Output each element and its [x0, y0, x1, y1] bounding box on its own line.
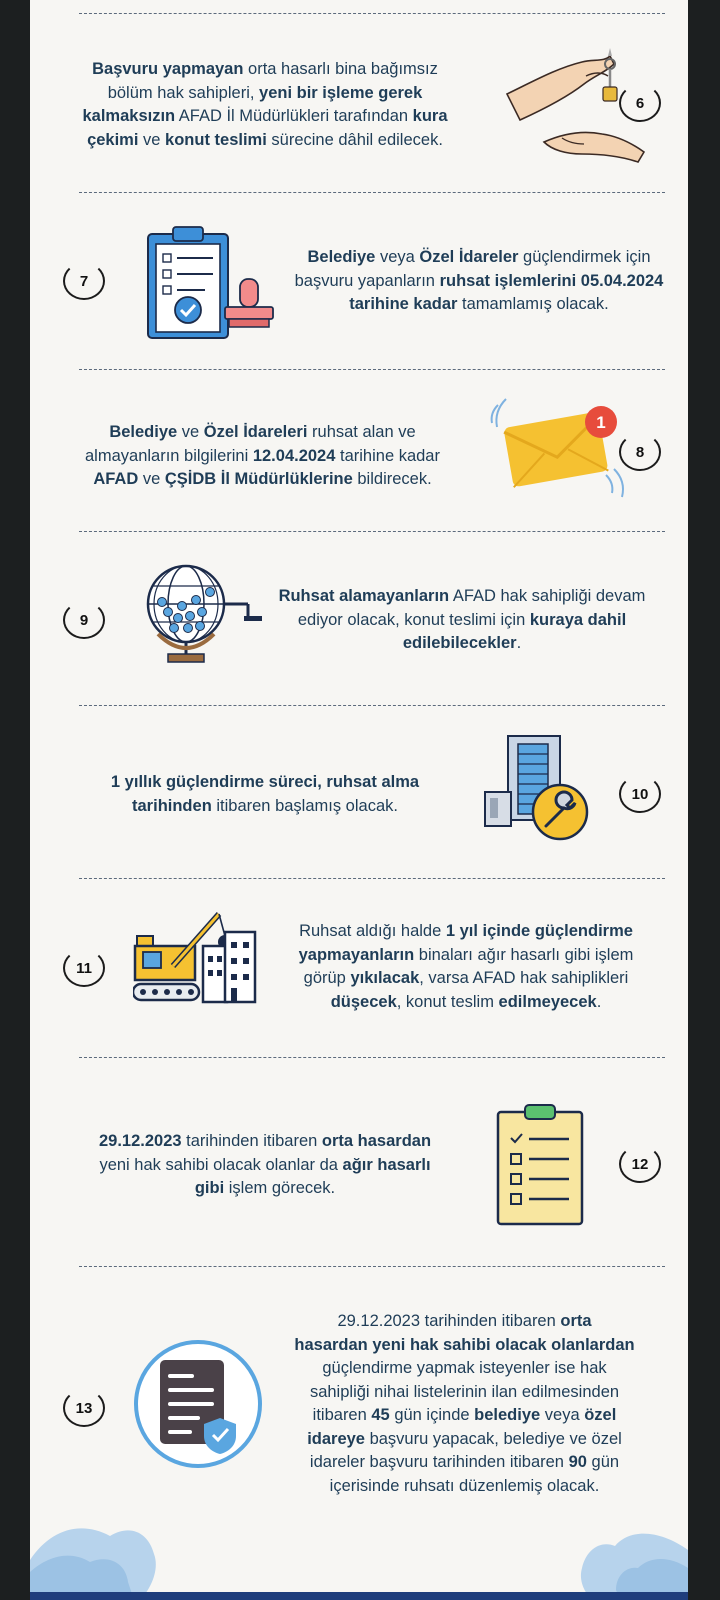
text-segment: edilebilecekler	[402, 634, 517, 652]
notification-badge: 1	[596, 413, 606, 432]
text-segment: başvuru yapacak, belediye ve özel	[364, 1429, 622, 1448]
text-segment: gün içinde	[389, 1406, 475, 1424]
text-segment: Ruhsat aldığı halde	[299, 922, 446, 940]
text-segment: ve	[138, 130, 166, 149]
text-segment: 12.04.2024	[252, 446, 336, 465]
text-segment: 29.12.2023 tarihinden itibaren	[337, 1312, 561, 1330]
divider	[79, 1057, 665, 1058]
text-segment: yıkılacak	[350, 969, 420, 987]
text-segment: AFAD İl Müdürlükleri tarafından	[175, 107, 413, 125]
text-segment: AFAD hak sahipliği devam	[449, 587, 646, 605]
building-wrench-icon	[482, 734, 597, 849]
text-segment: almayanların bilgilerini	[85, 446, 253, 465]
text-segment: 1 yıl içinde güçlendirme	[445, 922, 633, 940]
text-segment: , konut teslim	[396, 992, 499, 1011]
text-segment: .	[596, 992, 602, 1011]
text-segment: ve	[138, 470, 165, 488]
text-segment: orta hasarlı bina bağımsız	[243, 60, 438, 78]
checklist-icon	[495, 1102, 585, 1227]
text-segment: ve	[177, 423, 204, 441]
text-segment: yeni hak sahibi olacak olanlar da	[99, 1155, 343, 1174]
text-segment: 90	[568, 1453, 587, 1471]
demolition-crane-icon	[133, 906, 263, 1026]
text-segment: içerisinde ruhsatı düzenlemiş olacak.	[329, 1476, 600, 1495]
step-number-11: 11	[63, 949, 105, 987]
text-segment: hasardan yeni hak sahibi olacak olanlardan	[294, 1335, 635, 1354]
item-12-text	[70, 1130, 460, 1201]
text-segment: idareye	[307, 1429, 365, 1448]
text-segment: tarihine kadar	[349, 295, 458, 313]
text-segment: gün	[586, 1453, 620, 1471]
text-segment: güçlendirme yapmak isteyenler ise hak	[322, 1359, 607, 1377]
divider	[79, 1266, 665, 1267]
text-segment: gibi	[194, 1179, 225, 1197]
text-segment: binaları ağır hasarlı gibi işlem	[414, 945, 634, 964]
item-10-text	[90, 771, 440, 818]
text-segment: Başvuru yapmayan	[92, 60, 244, 78]
text-segment: çekimi	[87, 130, 139, 149]
step-number-8: 8	[619, 433, 661, 471]
text-segment: özel	[584, 1406, 617, 1424]
divider	[79, 192, 665, 193]
divider	[79, 369, 665, 370]
item-11-text	[266, 920, 666, 1014]
lottery-drum-icon	[138, 562, 268, 677]
step-number-9: 9	[63, 601, 105, 639]
text-segment: tarihinden itibaren	[181, 1132, 322, 1150]
step-number-7: 7	[63, 262, 105, 300]
item-8-text	[70, 421, 455, 492]
text-segment: düşecek	[330, 992, 397, 1011]
text-segment: ağır hasarlı	[342, 1155, 431, 1174]
text-segment: bildirecek.	[352, 470, 432, 488]
text-segment: 45	[371, 1406, 390, 1424]
step-number-13: 13	[63, 1389, 105, 1427]
text-segment: güçlendirmek için	[518, 248, 651, 266]
divider	[79, 705, 665, 706]
text-segment: işlem görecek.	[224, 1179, 336, 1197]
step-number-6: 6	[619, 84, 661, 122]
item-13-text	[262, 1310, 667, 1498]
text-segment: itibaren	[312, 1406, 372, 1424]
text-segment: veya	[375, 248, 420, 266]
text-segment: konut teslimi	[165, 130, 267, 149]
document-shield-icon	[132, 1338, 264, 1470]
text-segment: orta	[560, 1312, 592, 1330]
text-segment: Belediye	[307, 248, 376, 266]
text-segment: sürecine dâhil edilecek.	[266, 130, 443, 149]
text-segment: .	[516, 634, 522, 652]
divider	[79, 878, 665, 879]
infographic-page	[30, 0, 688, 1600]
text-segment: , varsa AFAD hak sahiplikleri	[419, 969, 629, 987]
text-segment: orta hasardan	[321, 1132, 432, 1150]
text-segment: idareler başvuru tarihinden itibaren	[309, 1453, 569, 1471]
text-segment: 1 yıllık güçlendirme süreci, ruhsat alma	[110, 773, 420, 791]
text-segment: 29.12.2023	[98, 1132, 182, 1150]
item-6-text	[70, 58, 460, 152]
text-segment: yeni bir işleme gerek	[259, 83, 423, 102]
text-segment: tarihine kadar	[335, 446, 440, 465]
text-segment: kuraya dahil	[529, 610, 627, 629]
item-9-text	[262, 585, 662, 656]
step-number-12: 12	[619, 1145, 661, 1183]
text-segment: Belediye	[109, 423, 178, 441]
text-segment: tarihinden	[132, 796, 212, 815]
envelope-notification-icon	[488, 395, 638, 505]
text-segment: ÇŞİDB İl Müdürlüklerine	[164, 470, 353, 488]
text-segment: Özel İdareleri	[203, 423, 308, 441]
text-segment: tamamlamış olacak.	[457, 295, 609, 313]
item-7-text	[284, 246, 674, 317]
decorative-clouds	[30, 1510, 688, 1600]
text-segment: kalmaksızın	[82, 107, 176, 125]
text-segment: veya	[540, 1406, 585, 1424]
text-segment: sahipliği nihai listelerinin ilan edilmesinden	[309, 1382, 620, 1401]
bottom-bar	[30, 1592, 688, 1600]
text-segment: başvuru yapanların	[294, 271, 440, 290]
clipboard-stamp-icon	[145, 224, 275, 344]
text-segment: bölüm hak sahipleri,	[107, 83, 260, 102]
text-segment: görüp	[303, 969, 351, 987]
text-segment: Özel İdareler	[419, 248, 519, 266]
text-segment: Ruhsat alamayanların	[278, 587, 450, 605]
text-segment: ruhsat işlemlerini 05.04.2024	[439, 271, 664, 290]
step-number-10: 10	[619, 775, 661, 813]
divider	[79, 531, 665, 532]
text-segment: belediye	[474, 1406, 541, 1424]
text-segment: ruhsat alan ve	[307, 423, 416, 441]
text-segment: edilmeyecek	[498, 992, 597, 1011]
text-segment: ediyor olacak, konut teslimi için	[297, 610, 530, 629]
text-segment: AFAD	[93, 470, 139, 488]
text-segment: itibaren başlamış olacak.	[211, 796, 398, 815]
divider	[79, 13, 665, 14]
text-segment: kura	[412, 107, 448, 125]
text-segment: yapmayanların	[298, 945, 415, 964]
